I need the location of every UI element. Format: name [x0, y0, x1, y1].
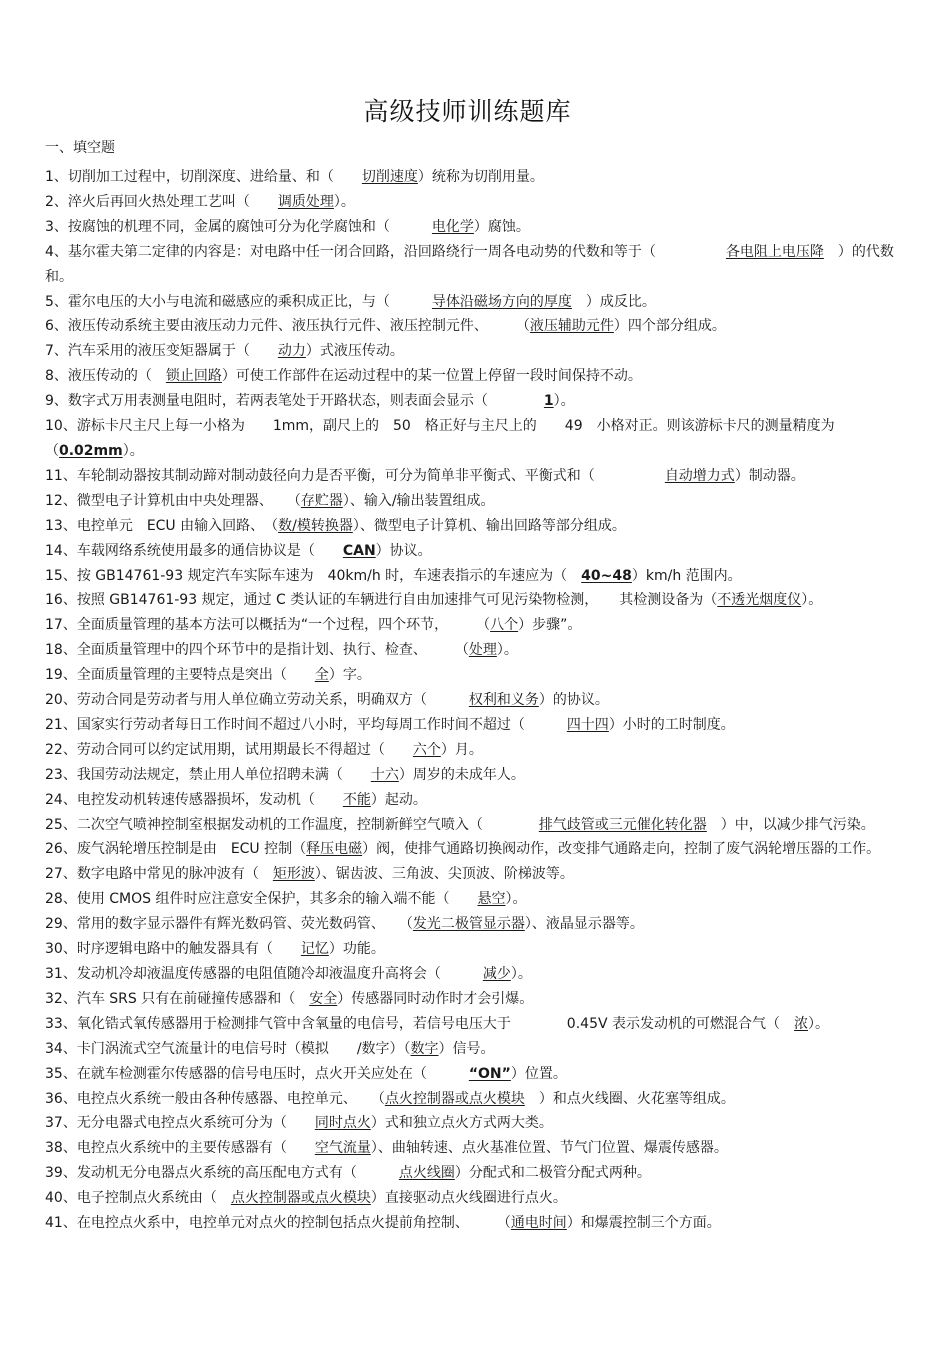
question-text: 29、常用的数字显示器件有辉光数码管、荧光数码管、 （	[45, 916, 413, 933]
question-text-tail: ）。	[333, 193, 355, 210]
question-text: 35、在就车检测霍尔传感器的信号电压时，点火开关应处在（	[45, 1065, 469, 1082]
question-text: 17、全面质量管理的基本方法可以概括为“一个过程，四个环节， （	[45, 617, 491, 634]
question-text-tail: ）式和独立点火方式两大类。	[370, 1115, 553, 1132]
question-text-tail: ）周岁的未成年人。	[398, 766, 525, 783]
question-text-tail: ）、输入/输出装置组成。	[342, 492, 495, 509]
question-text-tail: ）协议。	[375, 542, 432, 559]
answer-text: 处理	[468, 642, 497, 659]
question-item	[45, 937, 905, 962]
question-text: 39、发动机无分电器点火系统的高压配电方式有（	[45, 1165, 399, 1182]
answer-text: 锁止回路	[165, 368, 222, 385]
question-text-tail: ）。	[122, 442, 144, 459]
answer-text: 释压电磁	[306, 841, 363, 858]
answer-text: 调质处理	[277, 193, 334, 210]
answer-text: 矩形波	[272, 866, 315, 883]
question-item	[45, 1211, 905, 1236]
answer-text: 发光二极管显示器	[412, 916, 525, 933]
question-item	[45, 962, 905, 987]
question-text-tail: ）小时的工时制度。	[608, 716, 735, 733]
question-item	[45, 738, 905, 763]
question-item	[45, 240, 905, 290]
question-text-tail: ）可使工作部件在运动过程中的某一位置上停留一段时间保持不动。	[221, 368, 642, 385]
question-text: 5、霍尔电压的大小与电流和磁感应的乘积成正比，与（	[45, 293, 432, 310]
question-text: 22、劳动合同可以约定试用期，试用期最长不得超过（	[45, 741, 413, 758]
question-text: 28、使用 CMOS 组件时应注意安全保护，其多余的输入端不能（	[45, 891, 478, 908]
question-text: 8、液压传动的（	[45, 368, 166, 385]
question-text-tail: ）、锯齿波、三角波、尖顶波、阶梯波等。	[314, 866, 574, 883]
question-item	[45, 290, 905, 315]
answer-text: 减少	[482, 966, 511, 982]
question-text: 40、电子控制点火系统由（	[45, 1190, 231, 1207]
question-text: 23、我国劳动法规定，禁止用人单位招聘未满（	[45, 766, 371, 783]
question-text: 9、数字式万用表测量电阻时，若两表笔处于开路状态，则表面会显示（	[45, 393, 544, 410]
question-item	[45, 1136, 905, 1161]
question-item	[45, 1037, 905, 1062]
question-text-tail: ）。	[801, 592, 823, 609]
question-item	[45, 1161, 905, 1186]
question-text: 20、劳动合同是劳动者与用人单位确立劳动关系，明确双方（	[45, 692, 469, 709]
answer-text: 点火线圈	[398, 1165, 455, 1182]
question-list	[45, 165, 905, 1236]
question-item	[45, 1012, 905, 1037]
question-text-tail: ）。	[510, 966, 532, 982]
question-text-tail: ）统称为切削用量。	[417, 169, 544, 185]
question-text-tail: ）直接驱动点火线圈进行点火。	[370, 1190, 567, 1207]
question-text: 34、卡门涡流式空气流量计的电信号时（模拟 /数字）（	[45, 1040, 411, 1057]
answer-text: 权利和义务	[468, 692, 539, 709]
question-item	[45, 688, 905, 713]
question-item	[45, 489, 905, 514]
answer-text: 液压辅助元件	[529, 318, 614, 335]
answer-text: 记忆	[300, 941, 329, 958]
question-text-tail: ）信号。	[438, 1040, 495, 1057]
question-text-tail: ）km/h 范围内。	[631, 567, 742, 584]
question-item	[45, 389, 905, 414]
question-text-tail: ）传感器同时动作时才会引爆。	[337, 990, 534, 1007]
answer-text: 电化学	[431, 218, 474, 235]
question-item	[45, 514, 905, 539]
question-text-tail: ）阀，使排气通路切换阀动作，改变排气通路走向，控制了废气涡轮增压器的工作。	[362, 841, 881, 858]
question-item	[45, 663, 905, 688]
question-text: 37、无分电器式电控点火系统可分为（	[45, 1115, 315, 1132]
question-text-tail: ）。	[808, 1015, 830, 1032]
answer-text: 通电时间	[510, 1215, 567, 1232]
question-text: 13、电控单元 ECU 由输入回路、 （	[45, 517, 279, 534]
question-text: 18、全面质量管理中的四个环节中的是指计划、执行、检查、 （	[45, 642, 469, 659]
answer-text: 数/模转换器	[278, 517, 353, 534]
question-text: 30、时序逻辑电路中的触发器具有（	[45, 941, 301, 958]
question-text: 24、电控发动机转速传感器损坏，发动机（	[45, 791, 343, 808]
question-item	[45, 190, 905, 215]
question-item	[45, 887, 905, 912]
question-text-tail: ）。	[553, 393, 575, 410]
question-text-tail: ）。	[496, 642, 518, 659]
question-text-tail: ）和点火线圈、火花塞等组成。	[524, 1090, 735, 1107]
question-text-tail: ）、微型电子计算机、输出回路等部分组成。	[352, 517, 626, 534]
question-text-tail: ）四个部分组成。	[613, 318, 726, 335]
question-text: 12、微型电子计算机由中央处理器、 （	[45, 492, 301, 509]
answer-text: 1	[543, 393, 554, 410]
question-item	[45, 339, 905, 364]
question-text: 3、按腐蚀的机理不同，金属的腐蚀可分为化学腐蚀和（	[45, 218, 432, 235]
question-item	[45, 215, 905, 240]
question-item	[45, 539, 905, 564]
answer-text: 浓	[794, 1015, 809, 1032]
question-text: 14、车载网络系统使用最多的通信协议是（	[45, 542, 343, 559]
question-item	[45, 987, 905, 1012]
question-text: 15、按 GB14761-93 规定汽车实际车速为 40km/h 时，车速表指示的车速应为（	[45, 567, 582, 584]
question-text-tail: ）和爆震控制三个方面。	[566, 1215, 721, 1232]
question-text: 7、汽车采用的液压变矩器属于（	[45, 343, 278, 360]
question-text-tail: ）、液晶显示器等。	[524, 916, 644, 933]
question-text: 31、发动机冷却液温度传感器的电阻值随冷却液温度升高将会（	[45, 966, 483, 982]
question-item	[45, 414, 905, 464]
question-item	[45, 813, 905, 838]
question-text-tail: ）步骤”。	[518, 617, 582, 634]
answer-text: 全	[314, 667, 329, 684]
question-item	[45, 464, 905, 489]
question-text-tail: ）中，以减少排气污染。	[706, 816, 875, 833]
question-text: 36、电控点火系统一般由各种传感器、电控单元、 （	[45, 1090, 385, 1107]
answer-text: 十六	[370, 766, 399, 783]
answer-text: 四十四	[566, 716, 609, 733]
answer-text: CAN	[342, 542, 376, 559]
question-item	[45, 1186, 905, 1211]
answer-text: 导体沿磁场方向的厚度	[431, 293, 572, 310]
question-text-tail: ）。	[505, 891, 527, 908]
page-title: 高级技师训练题库	[363, 97, 572, 126]
answer-text: 数字	[410, 1040, 439, 1057]
question-text: 27、数字电路中常见的脉冲波有（	[45, 866, 273, 883]
answer-text: 八个	[490, 617, 519, 634]
question-item	[45, 713, 905, 738]
question-text: 1、切削加工过程中，切削深度、进给量、和（	[45, 169, 362, 185]
question-text-tail: ）位置。	[510, 1065, 567, 1082]
question-text: 41、在电控点火系中，电控单元对点火的控制包括点火提前角控制、 （	[45, 1215, 511, 1232]
question-text-tail: ）的代数和。	[45, 243, 894, 285]
question-text: 32、汽车 SRS 只有在前碰撞传感器和（	[45, 990, 310, 1007]
question-text-tail: ）的协议。	[538, 692, 609, 709]
question-item	[45, 364, 905, 389]
question-text: 6、液压传动系统主要由液压动力元件、液压执行元件、液压控制元件、 （	[45, 318, 530, 335]
question-item	[45, 788, 905, 813]
question-text-tail: ）、曲轴转速、点火基准位置、节气门位置、爆震传感器。	[370, 1140, 728, 1157]
answer-text: 点火控制器或点火模块	[230, 1190, 371, 1207]
answer-text: 同时点火	[314, 1115, 371, 1132]
question-text-tail: ）起动。	[370, 791, 427, 808]
section-heading: 一、填空题	[45, 140, 115, 156]
answer-text: 不能	[342, 791, 371, 808]
question-text: 2、淬火后再回火热处理工艺叫（	[45, 193, 278, 210]
question-item	[45, 588, 905, 613]
answer-text: 0.02mm	[59, 442, 123, 459]
answer-text: “ON”	[468, 1065, 511, 1082]
question-text-tail: ）月。	[440, 741, 483, 758]
answer-text: 切削速度	[361, 169, 418, 185]
question-text-tail: ）制动器。	[734, 467, 805, 484]
answer-text: 排气歧管或三元催化转化器	[538, 816, 707, 833]
answer-text: 空气流量	[314, 1140, 371, 1157]
question-item	[45, 638, 905, 663]
question-item	[45, 1111, 905, 1136]
question-item	[45, 837, 905, 862]
question-text: 38、电控点火系统中的主要传感器有（	[45, 1140, 315, 1157]
question-item	[45, 613, 905, 638]
question-item	[45, 763, 905, 788]
answer-text: 存贮器	[300, 492, 343, 509]
question-item	[45, 862, 905, 887]
answer-text: 点火控制器或点火模块	[384, 1090, 525, 1107]
answer-text: 各电阻上电压降	[725, 243, 824, 260]
answer-text: 安全	[309, 990, 338, 1007]
question-text-tail: ）腐蚀。	[473, 218, 530, 235]
answer-text: 自动增力式	[664, 467, 735, 484]
question-text-tail: ）成反比。	[571, 293, 656, 310]
answer-text: 40~48	[581, 567, 632, 584]
question-item	[45, 314, 905, 339]
question-text: 26、废气涡轮增压控制是由 ECU 控制（	[45, 841, 307, 858]
question-item	[45, 165, 905, 190]
answer-text: 悬空	[477, 891, 506, 908]
question-item	[45, 912, 905, 937]
question-text: 33、氧化锆式氧传感器用于检测排气管中含氧量的电信号，若信号电压大于 0.45V 表示发动机的可燃混合气（	[45, 1015, 795, 1032]
question-item	[45, 1087, 905, 1112]
question-text-tail: ）分配式和二极管分配式两种。	[454, 1165, 651, 1182]
question-text: 25、二次空气喷神控制室根据发动机的工作温度，控制新鲜空气喷入（	[45, 816, 539, 833]
answer-text: 不透光烟度仪	[717, 592, 802, 609]
question-text-tail: ）功能。	[328, 941, 385, 958]
question-item	[45, 1062, 905, 1087]
answer-text: 六个	[412, 741, 441, 758]
question-text: 21、国家实行劳动者每日工作时间不超过八小时，平均每周工作时间不超过（	[45, 716, 567, 733]
question-text: 11、车轮制动器按其制动蹄对制动鼓径向力是否平衡，可分为简单非平衡式、平衡式和（	[45, 467, 665, 484]
answer-text: 动力	[277, 343, 306, 360]
question-text: 10、游标卡尺主尺上每一小格为 1mm，副尺上的 50 格正好与主尺上的 49 小格对正。则该游标卡尺的测量精度为（	[45, 418, 835, 459]
question-text: 16、按照 GB14761-93 规定，通过 C 类认证的车辆进行自由加速排气可见污染物检测， 其检测设备为（	[45, 592, 718, 609]
question-text-tail: ）字。	[328, 667, 371, 684]
question-text-tail: ）式液压传动。	[305, 343, 404, 360]
question-text: 4、基尔霍夫第二定律的内容是：对电路中任一闭合回路，沿回路绕行一周各电动势的代数和等于（	[45, 243, 726, 260]
question-text: 19、全面质量管理的主要特点是突出（	[45, 667, 315, 684]
question-item	[45, 564, 905, 589]
